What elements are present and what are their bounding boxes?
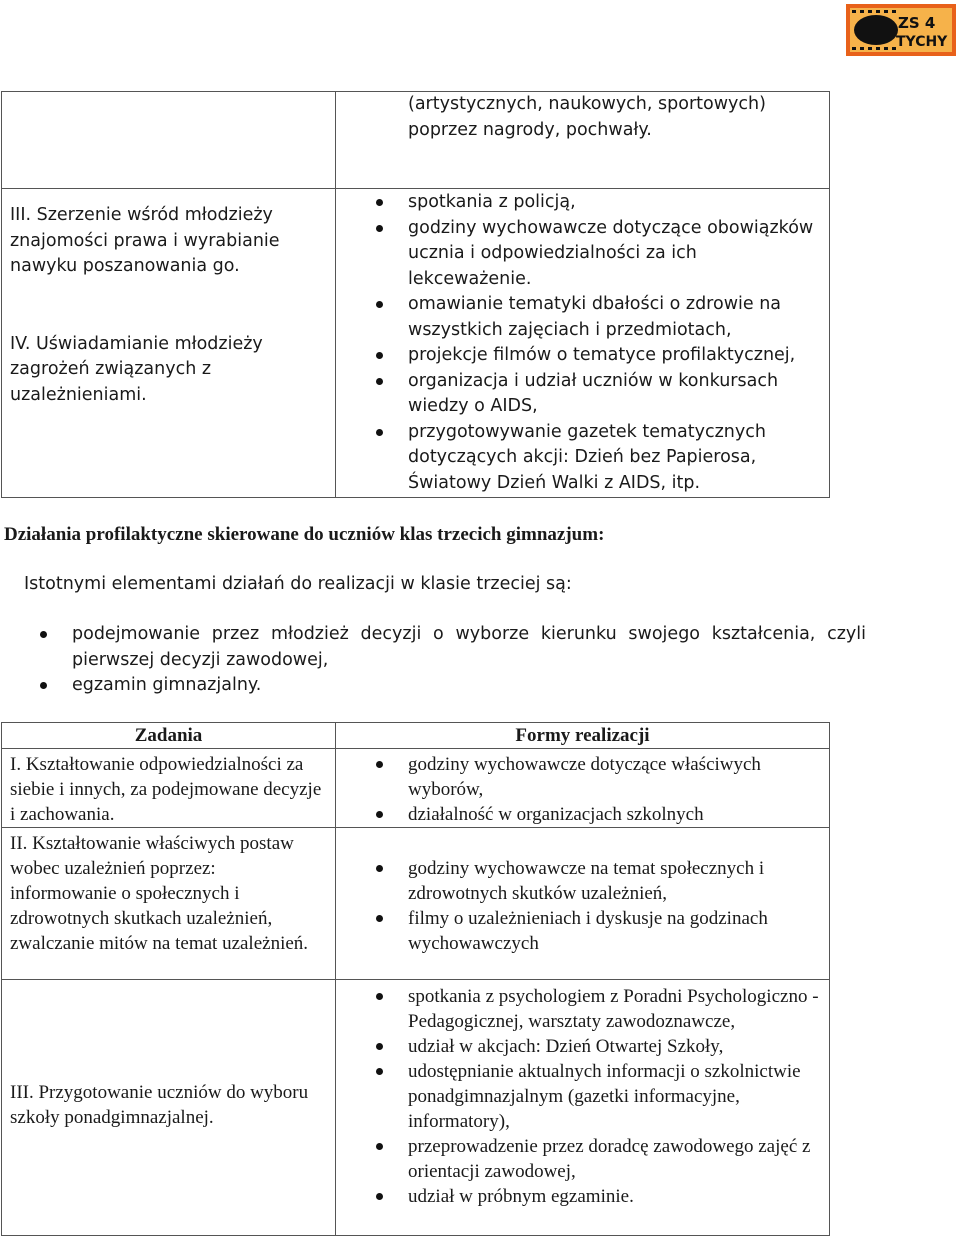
section-list [0, 622, 866, 699]
list-item-text: udział w akcjach: Dzień Otwartej Szkoły, [408, 1036, 724, 1057]
task-2-text: II. Kształtowanie właściwych postaw wobec uzależnień poprzez: informowanie o społecznych i zdrowotnych skutkach uzależnień, zwalczanie mitów na temat uzależnień. [10, 833, 309, 954]
table-header-row [2, 723, 830, 749]
list-item-text: przeprowadzenie przez doradcę zawodowego zajęć z orientacji zawodowej, [408, 1136, 811, 1182]
list-item [0, 622, 866, 673]
list-item-text: omawianie tematyki dbałości o zdrowie na wszystkich zajęciach i przedmiotach, [408, 294, 782, 340]
table-tasks-part1 [1, 91, 830, 498]
forms-cell [336, 749, 830, 828]
list-item-text: egzamin gimnazjalny. [72, 675, 262, 695]
column-header-tasks: Zadania [2, 723, 336, 749]
bullet-icon [40, 631, 47, 638]
bullet-icon [376, 352, 383, 359]
list-item [336, 1184, 821, 1209]
forms-cell [336, 828, 830, 980]
list-item [336, 369, 821, 420]
bullet-icon [376, 865, 383, 872]
list-item [336, 343, 821, 369]
list-item-text: działalność w organizacjach szkolnych [408, 804, 704, 825]
list-item [336, 1059, 821, 1134]
section-intro: Istotnymi elementami działań do realizacji w klasie trzeciej są: [24, 574, 572, 594]
section-heading: Działania profilaktyczne skierowane do uczniów klas trzecich gimnazjum: [4, 524, 605, 545]
forms-list [336, 828, 829, 956]
list-item [336, 190, 821, 216]
table1-forms-list [336, 189, 829, 496]
table1-row1-left-cell [2, 92, 336, 189]
list-item-text: godziny wychowawcze dotyczące właściwych wyborów, [408, 754, 761, 800]
bullet-icon [376, 811, 383, 818]
list-item-text: spotkania z policją, [408, 192, 576, 212]
table-row [2, 980, 830, 1236]
task-cell [2, 749, 336, 828]
bullet-icon [376, 225, 383, 232]
bullet-icon [376, 915, 383, 922]
bullet-icon [376, 199, 383, 206]
table1-row1-text: (artystycznych, naukowych, sportowych) poprzez nagrody, pochwały. [408, 94, 766, 140]
list-item [336, 1134, 821, 1184]
task-cell [2, 980, 336, 1236]
table-tasks-part2 [1, 722, 830, 1236]
list-item [0, 673, 866, 699]
bullet-icon [376, 1068, 383, 1075]
list-item [336, 906, 821, 956]
list-item-text: spotkania z psychologiem z Poradni Psychologiczno - Pedagogicznej, warsztaty zawodoznawcze, [408, 986, 819, 1032]
task-3-text: III. Szerzenie wśród młodzieży znajomości prawa i wyrabianie nawyku poszanowania go. [10, 205, 280, 276]
list-item [336, 420, 821, 497]
bullet-icon [376, 378, 383, 385]
list-item-text: godziny wychowawcze na temat społecznych i zdrowotnych skutków uzależnień, [408, 858, 765, 904]
bullet-icon [40, 682, 47, 689]
table1-forms-cell [336, 189, 830, 498]
forms-cell [336, 980, 830, 1236]
bullet-icon [376, 301, 383, 308]
forms-list [336, 749, 829, 827]
table-row [2, 189, 830, 498]
list-item-text: podejmowanie przez młodzież decyzji o wyborze kierunku swojego kształcenia, czyli pierwszej decyzji zawodowej, [72, 624, 866, 670]
list-item-text: udostępnianie aktualnych informacji o szkolnictwie ponadgimnazjalnym (gazetki informacyjne, informatory), [408, 1061, 801, 1132]
list-item [336, 292, 821, 343]
school-logo [846, 4, 956, 56]
list-item [336, 984, 821, 1034]
forms-list [336, 980, 829, 1209]
column-header-forms: Formy realizacji [336, 723, 830, 749]
table1-tasks-cell [2, 189, 336, 498]
logo-text-bottom: TYCHY [896, 34, 948, 50]
list-item-text: projekcje filmów o tematyce profilaktycznej, [408, 345, 796, 365]
bullet-icon [376, 429, 383, 436]
bullet-icon [376, 1143, 383, 1150]
list-item-text: filmy o uzależnieniach i dyskusje na godzinach wychowawczych [408, 908, 768, 954]
task-cell [2, 828, 336, 980]
list-item [336, 856, 821, 906]
bullet-icon [376, 993, 383, 1000]
list-item-text: organizacja i udział uczniów w konkursach wiedzy o AIDS, [408, 370, 779, 416]
list-item-text: przygotowywanie gazetek tematycznych dotyczących akcji: Dzień bez Papierosa, Światowy Dzień Walki z AIDS, itp. [408, 421, 766, 493]
table-row [2, 828, 830, 980]
task-4-text: IV. Uświadamianie młodzieży zagrożeń związanych z uzależnieniami. [10, 333, 263, 405]
task-1-text: I. Kształtowanie odpowiedzialności za siebie i innych, za podejmowane decyzje i zachowania. [10, 754, 322, 825]
bullet-icon [376, 761, 383, 768]
list-item [336, 752, 821, 802]
list-item-text: godziny wychowawcze dotyczące obowiązków ucznia i odpowiedzialności za ich lekceważenie. [408, 217, 814, 289]
list-item [336, 802, 821, 827]
list-item [336, 216, 821, 293]
task-3-text: III. Przygotowanie uczniów do wyboru szkoły ponadgimnazjalnej. [10, 1082, 309, 1128]
bullet-icon [376, 1043, 383, 1050]
list-item-text: udział w próbnym egzaminie. [408, 1186, 634, 1207]
table-row [2, 749, 830, 828]
bullet-icon [376, 1193, 383, 1200]
list-item [336, 1034, 821, 1059]
logo-text-top: ZS 4 [898, 14, 936, 32]
